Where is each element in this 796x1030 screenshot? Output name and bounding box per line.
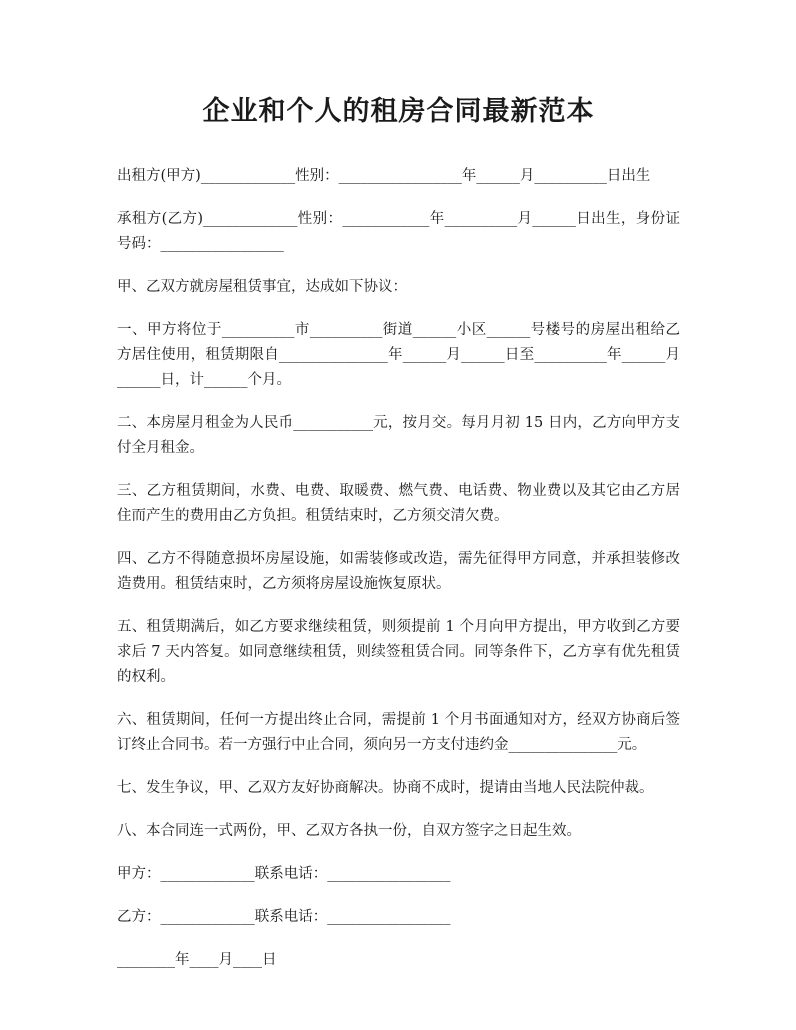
clause-5: 五、租赁期满后，如乙方要求继续租赁，则须提前 1 个月向甲方提出，甲方收到乙方要求后 7 天内答复。如同意继续租赁，则续签租赁合同。同等条件下，乙方享有优先租赁的权利。 [117,619,680,685]
agreement-intro: 甲、乙双方就房屋租赁事宜，达成如下协议： [117,279,407,295]
clause-1: 一、甲方将位于__________市__________街道______小区______号楼号的房屋出租给乙方居住使用，租赁期限自_______________年______月______日至__________年______月______日，计______个月。 [117,322,680,388]
signature-party-a: 甲方：_____________联系电话：_________________ [117,866,451,882]
signature-date: ________年____月____日 [117,952,277,968]
clause-4: 四、乙方不得随意损坏房屋设施，如需装修或改造，需先征得甲方同意，并承担装修改造费用。租赁结束时，乙方须将房屋设施恢复原状。 [117,551,680,592]
clause-3: 三、乙方租赁期间，水费、电费、取暖费、燃气费、电话费、物业费以及其它由乙方居住而产生的费用由乙方负担。租赁结束时，乙方须交清欠费。 [117,483,680,524]
party-b-info: 承租方(乙方)_____________性别：____________年__________月______日出生，身份证号码：_________________ [117,211,680,252]
signature-party-b: 乙方：_____________联系电话：_________________ [117,909,451,925]
document-title: 企业和个人的租房合同最新范本 [202,96,595,127]
clause-7: 七、发生争议，甲、乙双方友好协商解决。协商不成时，提请由当地人民法院仲裁。 [117,780,654,796]
party-a-info: 出租方(甲方)_____________性别：_________________年______月__________日出生 [117,168,651,184]
clause-6: 六、租赁期间，任何一方提出终止合同，需提前 1 个月书面通知对方，经双方协商后签订终止合同书。若一方强行中止合同，须向另一方支付违约金_______________元。 [117,712,680,753]
clause-2: 二、本房屋月租金为人民币___________元，按月交。每月月初 15 日内，乙方向甲方支付全月租金。 [117,415,680,456]
clause-8: 八、本合同连一式两份，甲、乙双方各执一份，自双方签字之日起生效。 [117,823,581,839]
